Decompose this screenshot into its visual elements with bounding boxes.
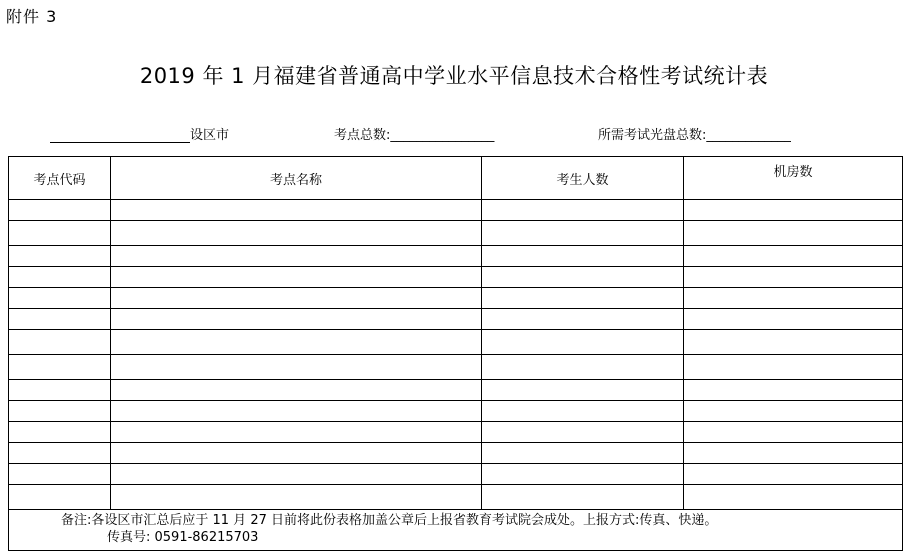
page-title: 2019 年 1 月福建省普通高中学业水平信息技术合格性考试统计表: [139, 64, 769, 88]
table-row: [9, 401, 903, 422]
table-cell[interactable]: [111, 355, 482, 380]
table-cell[interactable]: [684, 443, 903, 464]
table-body: [9, 200, 903, 510]
exam-sites-field: [334, 124, 494, 143]
exam-sites-label: 考点总数:: [334, 128, 391, 143]
discs-field: [598, 124, 791, 143]
table-cell[interactable]: [482, 221, 684, 246]
table-row: [9, 246, 903, 267]
table-cell[interactable]: [684, 309, 903, 330]
table-row: [9, 422, 903, 443]
exam-sites-blank: ________________: [390, 128, 495, 143]
info-row: [0, 124, 908, 146]
table-row: [9, 309, 903, 330]
table-cell[interactable]: [482, 464, 684, 485]
table-cell[interactable]: [111, 200, 482, 221]
table-cell[interactable]: [684, 464, 903, 485]
table-cell[interactable]: [111, 464, 482, 485]
table-cell[interactable]: [111, 401, 482, 422]
note-row: [9, 510, 903, 551]
table-cell[interactable]: [111, 485, 482, 510]
statistics-table: [8, 156, 903, 551]
table-cell[interactable]: [482, 309, 684, 330]
table-cell[interactable]: [111, 246, 482, 267]
table-cell[interactable]: [482, 246, 684, 267]
table-cell[interactable]: [482, 355, 684, 380]
table-cell[interactable]: [9, 464, 111, 485]
table-cell[interactable]: [111, 443, 482, 464]
table-header-row: [9, 157, 903, 200]
table-cell[interactable]: [111, 380, 482, 401]
table-cell[interactable]: [482, 443, 684, 464]
table-cell[interactable]: [9, 330, 111, 355]
table-cell[interactable]: [684, 221, 903, 246]
table-row: [9, 330, 903, 355]
note-line-2: 传真号: 0591-86215703: [107, 530, 259, 545]
table-cell[interactable]: [111, 309, 482, 330]
table-row: [9, 443, 903, 464]
table-cell[interactable]: [482, 200, 684, 221]
table-cell[interactable]: [9, 485, 111, 510]
table-cell[interactable]: [684, 200, 903, 221]
table-cell[interactable]: [482, 288, 684, 309]
discs-blank: _____________: [706, 128, 791, 143]
table-cell[interactable]: [482, 267, 684, 288]
table-cell[interactable]: [482, 422, 684, 443]
table-cell[interactable]: [9, 221, 111, 246]
table-cell[interactable]: [9, 380, 111, 401]
table-cell[interactable]: [9, 309, 111, 330]
table-cell[interactable]: [9, 200, 111, 221]
table-row: [9, 380, 903, 401]
city-blank: [50, 128, 190, 143]
note-cell: [9, 510, 903, 551]
header-lab-count: 机房数: [684, 157, 903, 200]
table-row: [9, 200, 903, 221]
table-cell[interactable]: [111, 267, 482, 288]
table-cell[interactable]: [684, 422, 903, 443]
table-cell[interactable]: [111, 221, 482, 246]
table-cell[interactable]: [684, 355, 903, 380]
table-cell[interactable]: [9, 401, 111, 422]
table-cell[interactable]: [9, 422, 111, 443]
table-cell[interactable]: [482, 330, 684, 355]
table-row: [9, 485, 903, 510]
table-cell[interactable]: [684, 330, 903, 355]
table-cell[interactable]: [684, 246, 903, 267]
table-cell[interactable]: [9, 443, 111, 464]
header-site-name: 考点名称: [111, 157, 482, 200]
discs-label: 所需考试光盘总数:: [598, 128, 707, 143]
table-row: [9, 288, 903, 309]
attachment-label: 附件 3: [6, 7, 58, 26]
table-cell[interactable]: [684, 267, 903, 288]
table-row: [9, 221, 903, 246]
table-cell[interactable]: [111, 288, 482, 309]
table-cell[interactable]: [684, 485, 903, 510]
table-cell[interactable]: [9, 267, 111, 288]
table-cell[interactable]: [9, 288, 111, 309]
table-cell[interactable]: [9, 246, 111, 267]
note-line-1: 备注:各设区市汇总后应于 11 月 27 日前将此份表格加盖公章后上报省教育考试院会成处。上报方式:传真、快递。: [61, 513, 718, 528]
header-site-code: 考点代码: [9, 157, 111, 200]
table-cell[interactable]: [9, 355, 111, 380]
city-field: [50, 124, 229, 143]
table-cell[interactable]: [482, 401, 684, 422]
table-row: [9, 267, 903, 288]
city-suffix: 设区市: [190, 128, 230, 143]
table-cell[interactable]: [684, 401, 903, 422]
header-candidate-count: 考生人数: [482, 157, 684, 200]
table-cell[interactable]: [684, 380, 903, 401]
table-row: [9, 464, 903, 485]
table-cell[interactable]: [111, 330, 482, 355]
table-cell[interactable]: [684, 288, 903, 309]
table-cell[interactable]: [482, 485, 684, 510]
table-cell[interactable]: [111, 422, 482, 443]
table-cell[interactable]: [482, 380, 684, 401]
table-row: [9, 355, 903, 380]
